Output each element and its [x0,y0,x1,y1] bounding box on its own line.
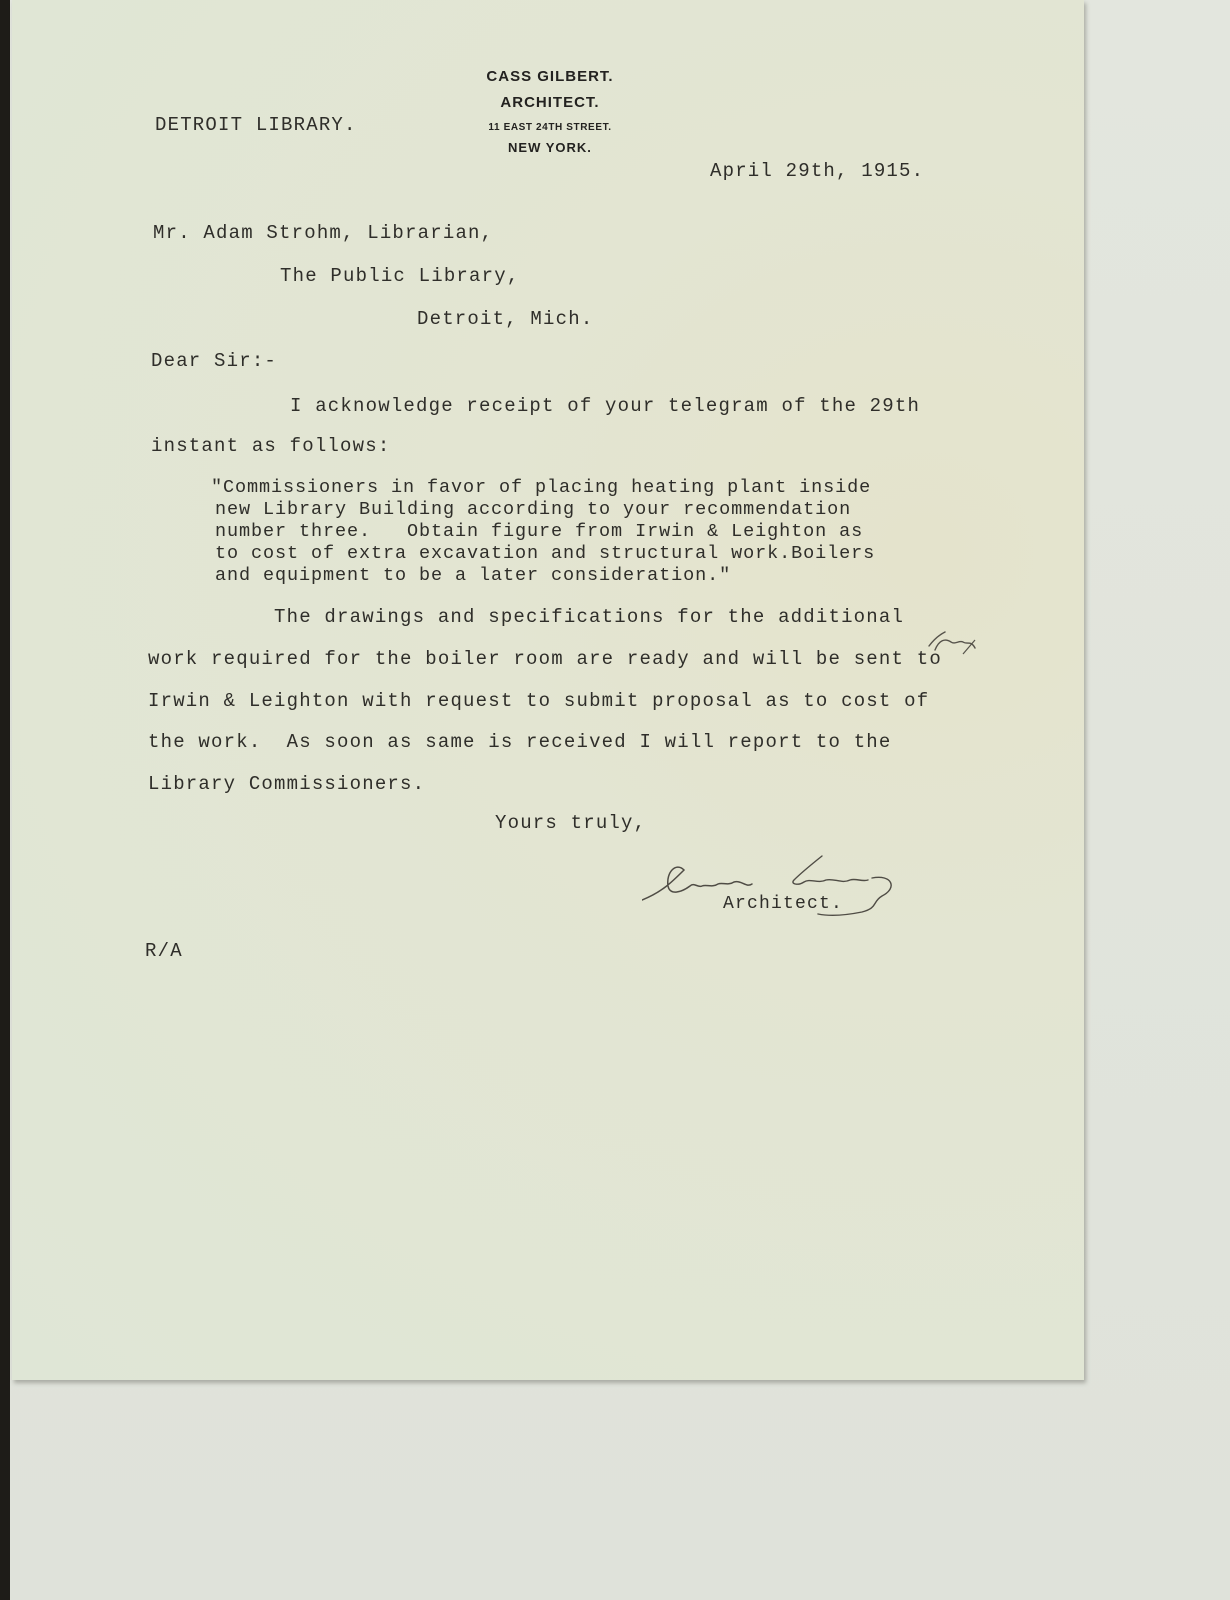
signature [642,852,922,932]
letter-date: April 29th, 1915. [710,160,925,182]
recipient-line-3: Detroit, Mich. [417,308,594,330]
telegram-quote-line: new Library Building according to your recommendation [215,499,852,520]
telegram-quote-line: and equipment to be a later consideration." [215,565,732,586]
telegram-quote-line: "Commissioners in favor of placing heating plant inside [211,477,872,498]
letter-sheet [12,0,1084,1380]
paragraph-2-line: The drawings and specifications for the additional [274,606,905,628]
telegram-quote-line: to cost of extra excavation and structural work.Boilers [215,543,876,564]
paragraph-2-line: Irwin & Leighton with request to submit proposal as to cost of [148,690,930,712]
scan-edge [0,0,10,1600]
handwritten-insert-today [927,628,987,688]
recipient-line-2: The Public Library, [280,265,520,287]
salutation: Dear Sir:- [151,350,278,372]
paragraph-2-line: work required for the boiler room are ready and will be sent to [148,648,942,670]
recipient-line-1: Mr. Adam Strohm, Librarian, [153,222,494,244]
paragraph-1-line-1: I acknowledge receipt of your telegram of the 29th [290,395,921,417]
letterhead-name: CASS GILBERT. [486,68,614,85]
paragraph-2-line: Library Commissioners. [148,773,426,795]
paragraph-1-line-2: instant as follows: [151,435,391,457]
letterhead-city: NEW YORK. [508,140,592,155]
telegram-quote-line: number three. Obtain figure from Irwin & Leighton as [215,521,864,542]
file-label: DETROIT LIBRARY. [155,114,357,136]
paragraph-2-line: the work. As soon as same is received I will report to the [148,731,892,753]
signature-title: Architect. [723,894,844,914]
letterhead-title: ARCHITECT. [500,94,600,111]
closing: Yours truly, [495,812,647,834]
typist-initials: R/A [145,940,183,962]
letterhead-address: 11 EAST 24TH STREET. [488,122,612,133]
